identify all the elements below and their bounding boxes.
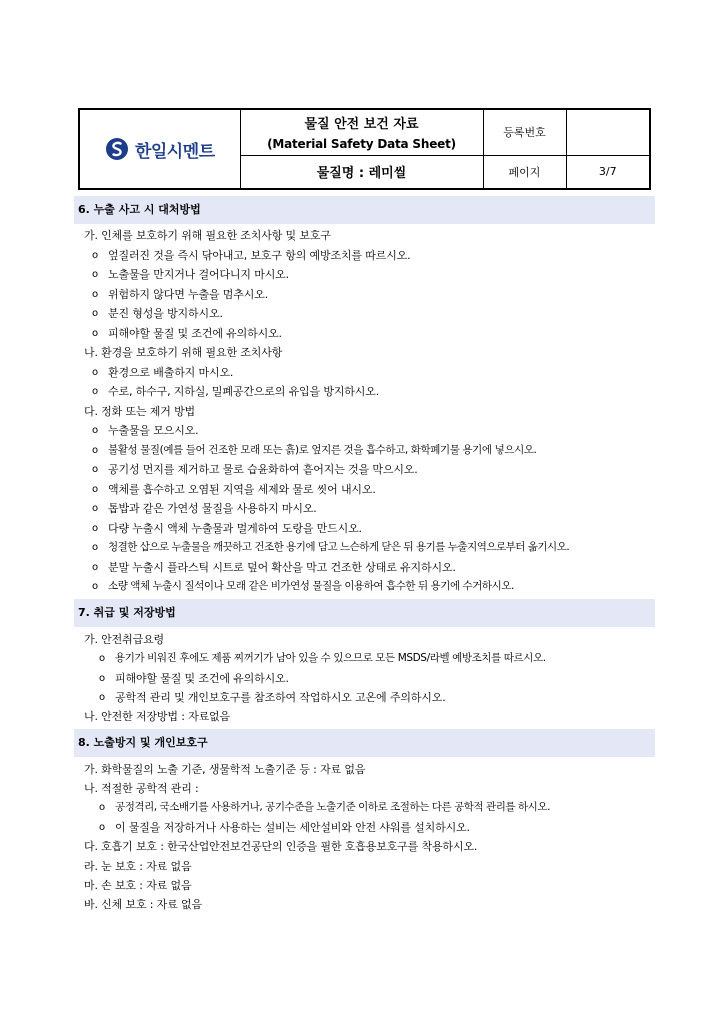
list-item: 공정격리, 국소배기를 사용하거나, 공기수준을 노출기준 이하로 조절하는 다른 공학적 관리를 하시오. [115, 801, 550, 813]
bullet-icon: o [92, 425, 99, 436]
bullet-icon: o [92, 503, 99, 514]
bullet-icon: o [92, 562, 99, 573]
logo-text: 한일시멘트 [134, 141, 215, 162]
section-8-subheading-a: 가. 화학물질의 노출 기준, 생물학적 노출기준 등 : 자료 없음 [84, 763, 366, 776]
list-item: 톱밥과 같은 가연성 물질을 사용하지 마시오. [108, 502, 317, 515]
list-item: 분진 형성을 방지하시오. [108, 307, 223, 320]
bullet-icon: o [92, 484, 99, 495]
logo-cell [79, 109, 240, 189]
list-item: 다량 누출시 액체 누출물과 멀게하여 도랑을 만드시오. [108, 522, 362, 535]
list-item: 불활성 물질(예를 들어 건조한 모래 또는 흙)로 엎지른 것을 흡수하고, 화학폐기물 용기에 넣으시오. [108, 444, 537, 456]
bullet-icon: o [92, 289, 99, 300]
section-8-subheading-b: 나. 적절한 공학적 관리 : [84, 782, 199, 795]
bullet-icon: o [92, 269, 99, 280]
material-name: 물질명 : 레미씰 [316, 166, 407, 182]
list-item: 청결한 삽으로 누출물을 깨끗하고 건조한 용기에 담고 느슨하게 닫은 뒤 용기를 누출지역으로부터 옮기시오. [108, 541, 570, 553]
bullet-icon: o [99, 822, 106, 833]
list-item: 공학적 관리 및 개인보호구를 참조하여 작업하시오 고온에 주의하시오. [115, 691, 446, 704]
bullet-icon: o [99, 673, 106, 684]
bullet-icon: o [99, 802, 106, 813]
section-6-subheading-b: 나. 환경을 보호하기 위해 필요한 조치사항 [84, 346, 283, 359]
bullet-icon: o [92, 308, 99, 319]
list-item: 분말 누출시 플라스틱 시트로 덮어 확산을 막고 건조한 상태로 유지하시오. [108, 561, 456, 574]
section-7-header: 7. 취급 및 저장방법 [74, 599, 655, 627]
list-item: 노출물을 만지거나 걸어다니지 마시오. [108, 268, 290, 281]
list-item: 환경으로 배출하지 마시오. [108, 366, 234, 379]
page-label: 페이지 [483, 155, 566, 189]
bullet-icon: o [92, 250, 99, 261]
section-8-subheading-f: 바. 신체 보호 : 자료 없음 [84, 898, 202, 911]
title-english: (Material Safety Data Sheet) [267, 137, 456, 152]
section-8-subheading-d: 라. 눈 보호 : 자료 없음 [84, 860, 192, 873]
section-8-header: 8. 노출방지 및 개인보호구 [74, 729, 655, 757]
bullet-icon: o [92, 464, 99, 475]
reg-no-value [566, 109, 650, 155]
list-item: 피해야할 물질 및 조건에 유의하시오. [115, 672, 289, 685]
section-7-subheading-a: 가. 안전취급요령 [84, 633, 165, 646]
company-logo [80, 137, 240, 162]
bullet-icon: o [92, 445, 99, 456]
bullet-icon: o [99, 653, 106, 664]
page-number: 3/7 [566, 155, 650, 189]
material-name-cell [240, 155, 483, 189]
section-6-subheading-c: 다. 정화 또는 제거 방법 [84, 405, 196, 418]
section-8-subheading-e: 마. 손 보호 : 자료 없음 [84, 879, 192, 892]
list-item: 공기성 먼지를 제거하고 물로 습윤화하여 흩어지는 것을 막으시오. [108, 463, 418, 476]
bullet-icon: o [92, 386, 99, 397]
list-item: 이 물질을 저장하거나 사용하는 설비는 세안설비와 안전 샤워를 설치하시오. [115, 821, 470, 834]
bullet-icon: o [92, 523, 99, 534]
bullet-icon: o [92, 367, 99, 378]
list-item: 용기가 비워진 후에도 제품 찌꺼기가 남아 있을 수 있으므로 모든 MSDS/라벨 예방조치를 따르시오. [115, 652, 546, 664]
bullet-icon: o [92, 328, 99, 339]
bullet-icon: o [92, 581, 99, 592]
list-item: 위험하지 않다면 누출을 멈추시오. [108, 288, 269, 301]
list-item: 수로, 하수구, 지하실, 밀폐공간으로의 유입을 방지하시오. [108, 385, 380, 398]
header-table [78, 108, 651, 190]
section-7-subheading-b: 나. 안전한 저장방법 : 자료없음 [84, 710, 231, 723]
list-item: 누출물을 모으시오. [108, 424, 199, 437]
list-item: 소량 액체 누출시 질석이나 모래 같은 비가연성 물질을 이용하여 흡수한 뒤 용기에 수거하시오. [108, 580, 514, 592]
company-logo-icon [105, 137, 129, 161]
title-cell [240, 109, 483, 155]
list-item: 액체를 흡수하고 오염된 지역을 세제와 물로 씻어 내시오. [108, 483, 376, 496]
title-korean: 물질 안전 보건 자료 [304, 117, 419, 133]
section-8-subheading-c: 다. 호흡기 보호 : 한국산업안전보건공단의 인증을 필한 호흡용보호구를 착용하시오. [84, 840, 478, 853]
list-item: 엎질러진 것을 즉시 닦아내고, 보호구 항의 예방조치를 따르시오. [108, 249, 411, 262]
list-item: 피해야할 물질 및 조건에 유의하시오. [108, 327, 282, 340]
section-6-subheading-a: 가. 인체를 보호하기 위해 필요한 조치사항 및 보호구 [84, 229, 331, 242]
bullet-icon: o [99, 692, 106, 703]
section-6-header: 6. 누출 사고 시 대처방법 [74, 196, 655, 224]
bullet-icon: o [92, 542, 99, 553]
reg-no-label: 등록번호 [483, 109, 566, 155]
